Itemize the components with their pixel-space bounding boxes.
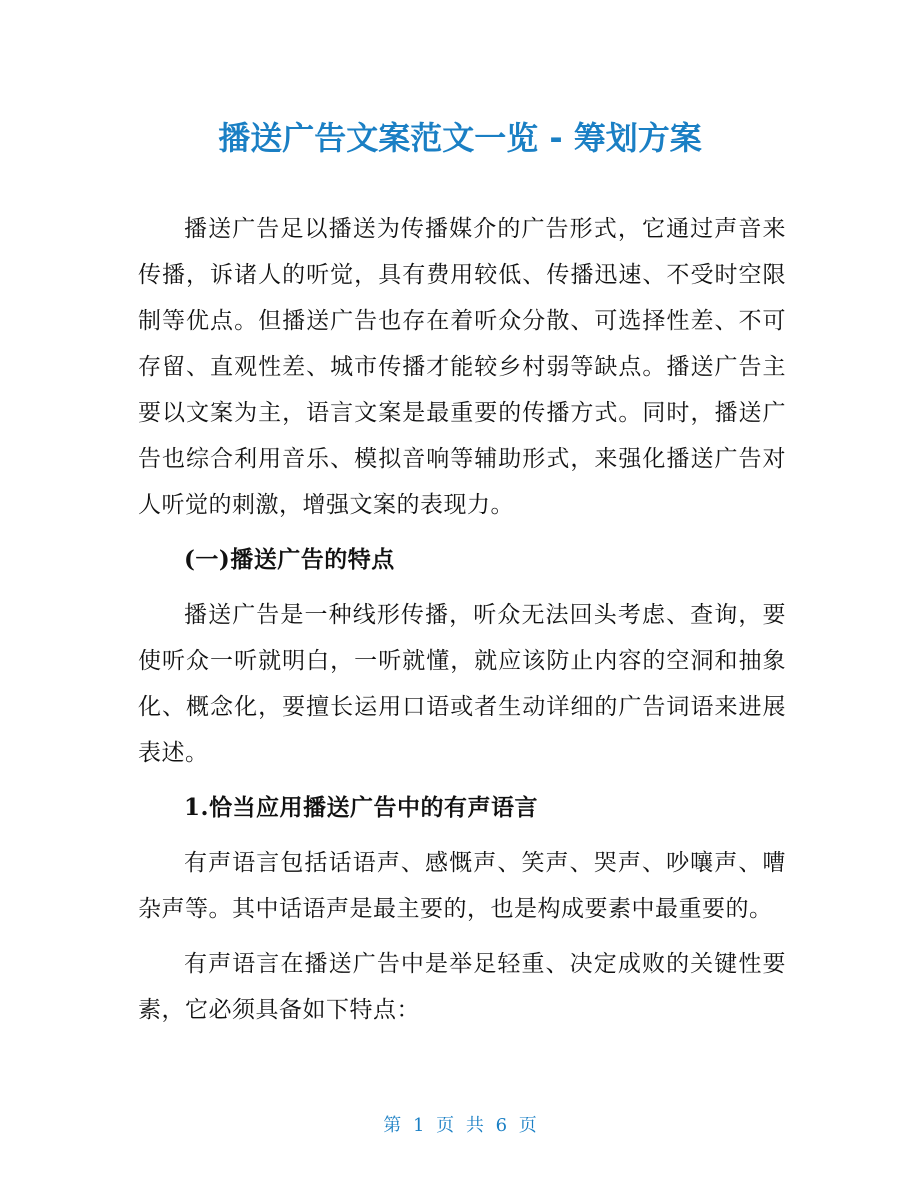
subsection-heading-voice-language: 1.恰当应用播送广告中的有声语言 [184,794,539,821]
page-number-footer: 第 1 页 共 6 页 [383,1115,537,1136]
voice-language-key-paragraph: 有声语言在播送广告中是举足轻重、决定成败的关键性要素，它必须具备如下特点： [138,951,786,1023]
document-body [138,206,786,1033]
section-heading-features: (一)播送广告的特点 [184,546,395,573]
intro-paragraph: 播送广告足以播送为传播媒介的广告形式，它通过声音来传播，诉诸人的听觉，具有费用较低、传播迅速、不受时空限制等优点。但播送广告也存在着听众分散、可选择性差、不可存留、直观性差、城市传播才能较乡村弱等缺点。播送广告主要以文案为主，语言文案是最重要的传播方式。同时，播送广告也综合利用音乐、模拟音响等辅助形式，来强化播送广告对人听觉的刺激，增强文案的表现力。 [138,216,786,518]
features-paragraph: 播送广告是一种线形传播，听众无法回头考虑、查询，要使听众一听就明白，一听就懂，就应该防止内容的空洞和抽象化、概念化，要擅长运用口语或者生动详细的广告词语来进展表述。 [138,602,786,766]
voice-language-paragraph: 有声语言包括话语声、感慨声、笑声、哭声、吵嚷声、嘈杂声等。其中话语声是最主要的，也是构成要素中最重要的。 [138,850,786,922]
document-title: 播送广告文案范文一览 - 筹划方案 [218,119,702,157]
